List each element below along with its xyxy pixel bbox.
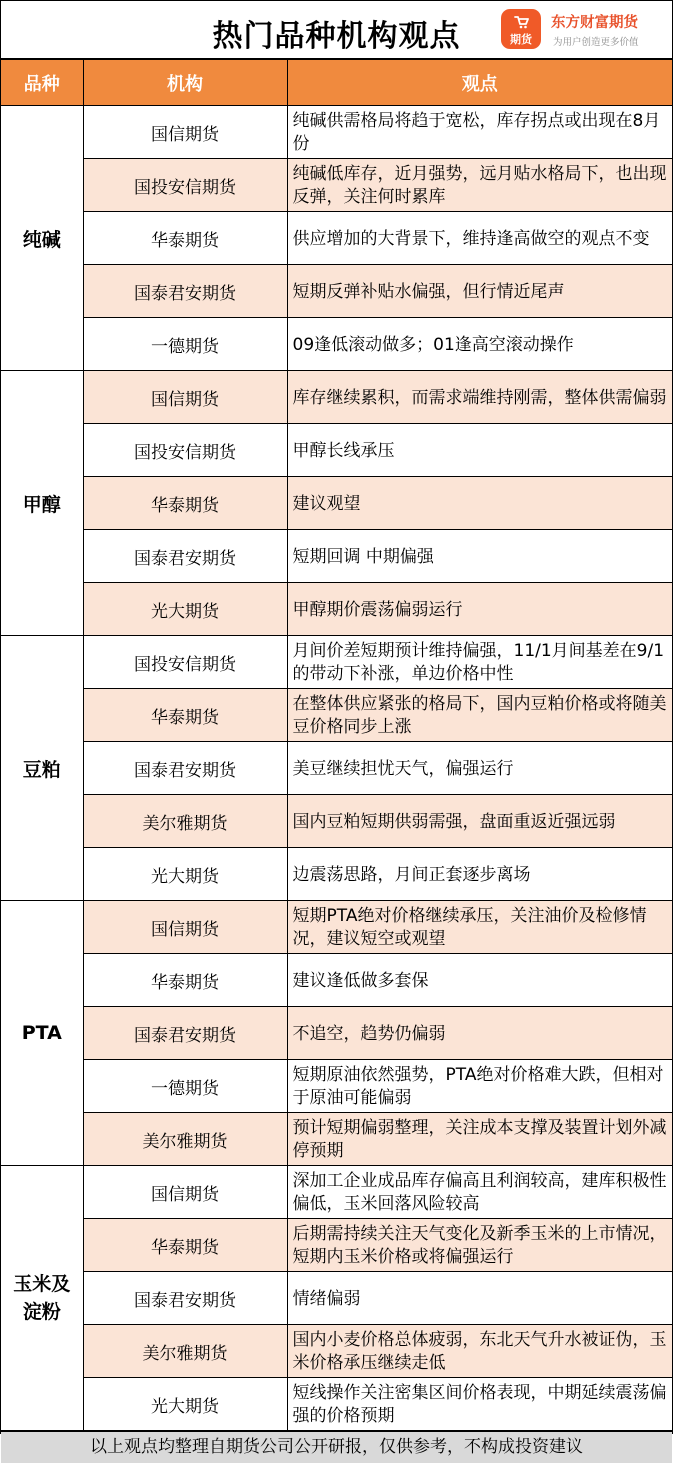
- institution-cell: 光大期货: [83, 848, 287, 901]
- view-cell: 不追空，趋势仍偏弱: [287, 1007, 672, 1060]
- view-cell: 短期PTA绝对价格继续承压，关注油价及检修情况，建议短空或观望: [287, 901, 672, 954]
- table-row: [1, 848, 672, 901]
- view-cell: 边震荡思路，月间正套逐步离场: [287, 848, 672, 901]
- view-cell: 短期回调 中期偏强: [287, 530, 672, 583]
- category-cell: 玉米及淀粉: [1, 1166, 83, 1431]
- table-row: [1, 1060, 672, 1113]
- table-row: [1, 954, 672, 1007]
- institution-cell: 一德期货: [83, 318, 287, 371]
- institution-cell: 国泰君安期货: [83, 1007, 287, 1060]
- table-row: [1, 583, 672, 636]
- header-view: 观点: [287, 60, 672, 106]
- header: [1, 1, 672, 59]
- institution-cell: 一德期货: [83, 1060, 287, 1113]
- view-cell: 月间价差短期预计维持偏强，11/1月间基差在9/1的带动下补涨，单边价格中性: [287, 636, 672, 689]
- institution-cell: 美尔雅期货: [83, 795, 287, 848]
- institution-cell: 国泰君安期货: [83, 530, 287, 583]
- brand-logo: [501, 7, 671, 53]
- views-table: [1, 59, 672, 1431]
- table-row: [1, 530, 672, 583]
- table-row: [1, 477, 672, 530]
- table-row: [1, 742, 672, 795]
- institution-cell: 国投安信期货: [83, 424, 287, 477]
- institution-cell: 华泰期货: [83, 689, 287, 742]
- institution-cell: 光大期货: [83, 1378, 287, 1431]
- institution-cell: 国信期货: [83, 106, 287, 159]
- institution-cell: 国泰君安期货: [83, 742, 287, 795]
- institution-cell: 国信期货: [83, 901, 287, 954]
- view-cell: 建议逢低做多套保: [287, 954, 672, 1007]
- view-cell: 预计短期偏弱整理，关注成本支撑及装置计划外减停预期: [287, 1113, 672, 1166]
- table-row: [1, 1272, 672, 1325]
- category-cell: 豆粕: [1, 636, 83, 901]
- table-row: [1, 1007, 672, 1060]
- institution-cell: 华泰期货: [83, 954, 287, 1007]
- table-body: [1, 106, 672, 1431]
- table-row: [1, 424, 672, 477]
- disclaimer-footer: 以上观点均整理自期货公司公开研报，仅供参考，不构成投资建议: [1, 1431, 672, 1463]
- view-cell: 国内豆粕短期供弱需强，盘面重返近强远弱: [287, 795, 672, 848]
- institution-cell: 国信期货: [83, 371, 287, 424]
- logo-slogan: 为用户创造更多价值: [553, 37, 639, 48]
- view-cell: 深加工企业成品库存偏高且利润较高，建库积极性偏低，玉米回落风险较高: [287, 1166, 672, 1219]
- institution-cell: 光大期货: [83, 583, 287, 636]
- view-cell: 后期需持续关注天气变化及新季玉米的上市情况，短期内玉米价格或将偏强运行: [287, 1219, 672, 1272]
- institution-cell: 国泰君安期货: [83, 265, 287, 318]
- table-row: [1, 1166, 672, 1219]
- logo-badge: [501, 9, 541, 49]
- table-row: [1, 795, 672, 848]
- institution-cell: 国投安信期货: [83, 159, 287, 212]
- category-cell: 纯碱: [1, 106, 83, 371]
- table-row: [1, 1378, 672, 1431]
- view-cell: 甲醇期价震荡偏弱运行: [287, 583, 672, 636]
- view-cell: 情绪偏弱: [287, 1272, 672, 1325]
- shopping-cart-icon: [514, 15, 529, 29]
- table-row: [1, 371, 672, 424]
- view-cell: 09逢低滚动做多；01逢高空滚动操作: [287, 318, 672, 371]
- view-cell: 建议观望: [287, 477, 672, 530]
- header-institution: 机构: [83, 60, 287, 106]
- institution-cell: 国泰君安期货: [83, 1272, 287, 1325]
- table-row: [1, 1113, 672, 1166]
- view-cell: 短期原油依然强势，PTA绝对价格难大跌，但相对于原油可能偏弱: [287, 1060, 672, 1113]
- view-cell: 在整体供应紧张的格局下，国内豆粕价格或将随美豆价格同步上涨: [287, 689, 672, 742]
- view-cell: 纯碱供需格局将趋于宽松，库存拐点或出现在8月份: [287, 106, 672, 159]
- view-cell: 国内小麦价格总体疲弱，东北天气升水被证伪，玉米价格承压继续走低: [287, 1325, 672, 1378]
- category-cell: 甲醇: [1, 371, 83, 636]
- institution-cell: 美尔雅期货: [83, 1113, 287, 1166]
- table-row: [1, 212, 672, 265]
- institution-cell: 华泰期货: [83, 477, 287, 530]
- table-row: [1, 1325, 672, 1378]
- view-cell: 美豆继续担忧天气，偏强运行: [287, 742, 672, 795]
- table-row: [1, 106, 672, 159]
- page-title: 热门品种机构观点: [212, 19, 461, 54]
- table-row: [1, 689, 672, 742]
- institution-cell: 华泰期货: [83, 212, 287, 265]
- institution-cell: 国投安信期货: [83, 636, 287, 689]
- view-cell: 短线操作关注密集区间价格表现，中期延续震荡偏强的价格预期: [287, 1378, 672, 1431]
- category-cell: PTA: [1, 901, 83, 1166]
- header-category: 品种: [1, 60, 83, 106]
- logo-badge-text: 期货: [510, 33, 532, 46]
- institution-cell: 国信期货: [83, 1166, 287, 1219]
- table-row: [1, 159, 672, 212]
- table-row: [1, 1219, 672, 1272]
- logo-brand-name: 东方财富期货: [551, 15, 638, 31]
- institution-cell: 华泰期货: [83, 1219, 287, 1272]
- view-cell: 库存继续累积，而需求端维持刚需，整体供需偏弱: [287, 371, 672, 424]
- institution-cell: 美尔雅期货: [83, 1325, 287, 1378]
- table-row: [1, 318, 672, 371]
- table-row: [1, 265, 672, 318]
- table-header-row: [1, 60, 672, 106]
- table-row: [1, 636, 672, 689]
- view-cell: 短期反弹补贴水偏强，但行情近尾声: [287, 265, 672, 318]
- view-cell: 供应增加的大背景下，维持逢高做空的观点不变: [287, 212, 672, 265]
- view-cell: 甲醇长线承压: [287, 424, 672, 477]
- table-row: [1, 901, 672, 954]
- view-cell: 纯碱低库存，近月强势，远月贴水格局下，也出现反弹，关注何时累库: [287, 159, 672, 212]
